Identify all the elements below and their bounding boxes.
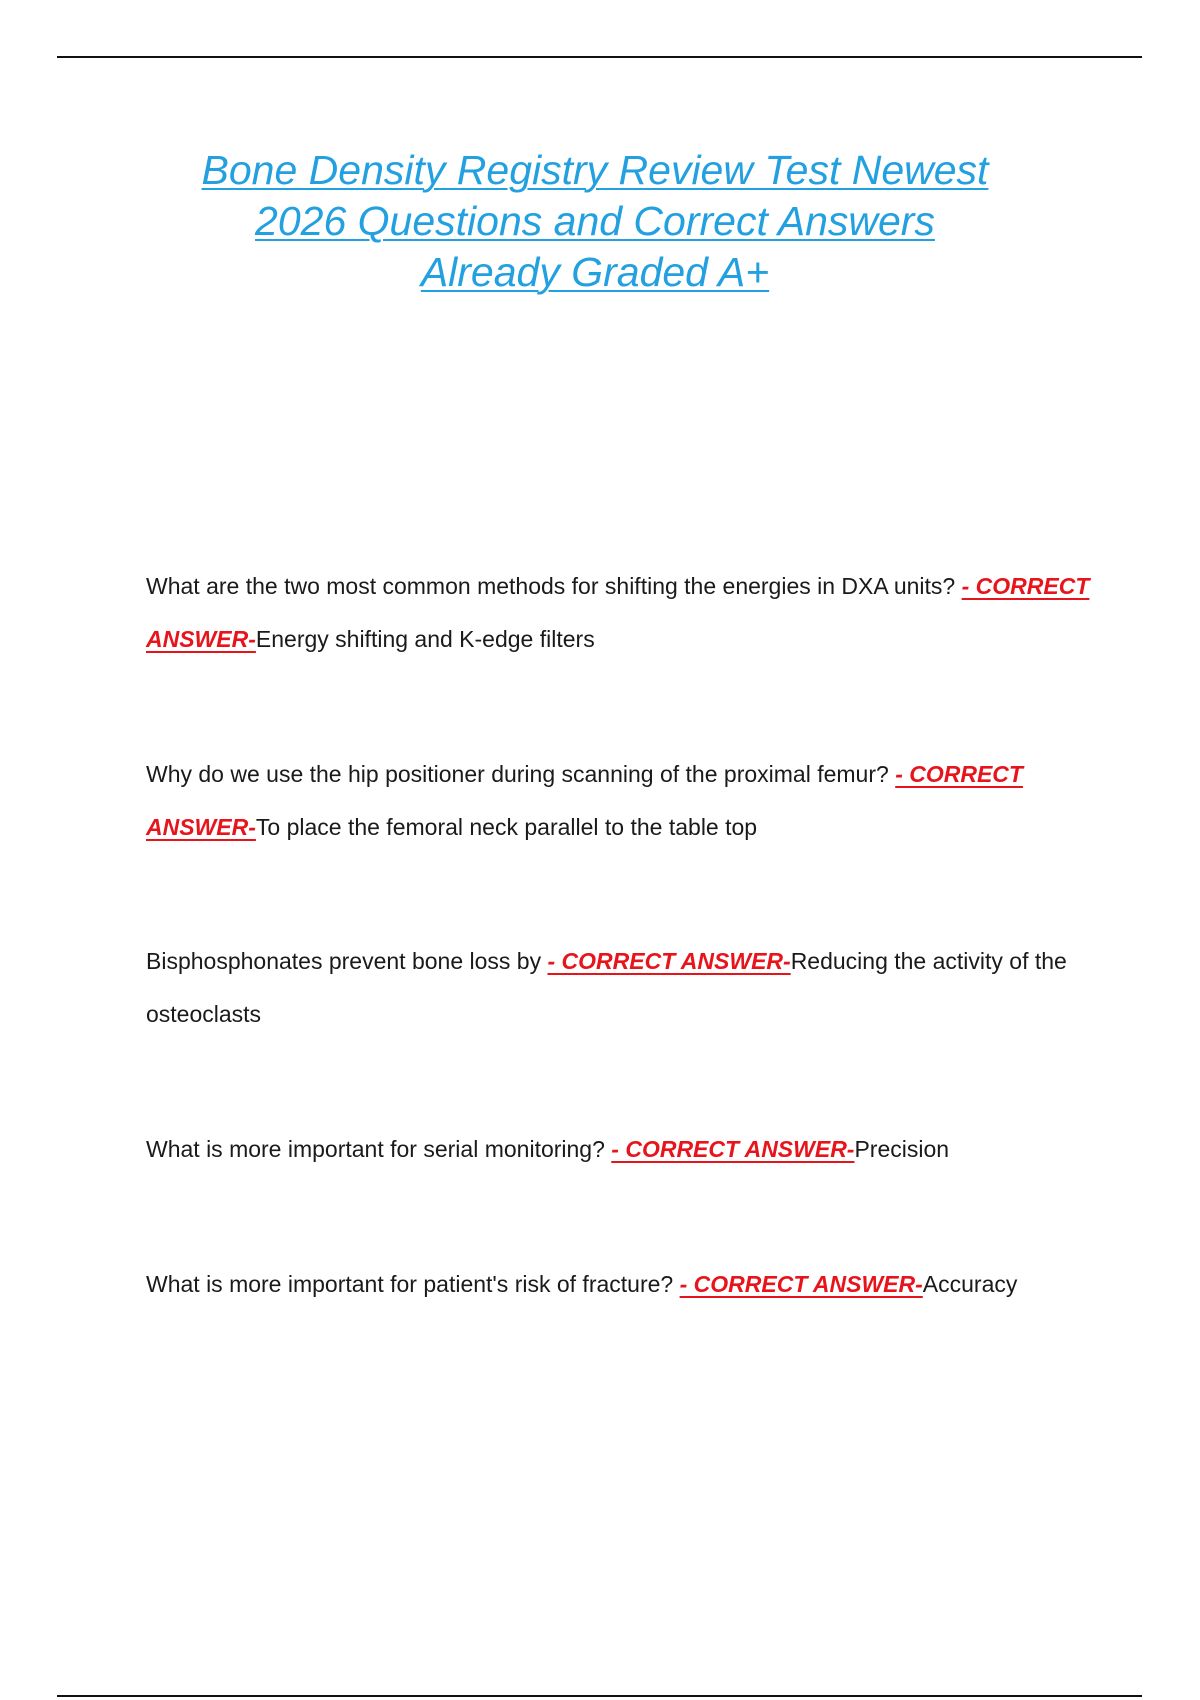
correct-answer-marker: - CORRECT ANSWER- [146,573,1090,652]
question-text: What is more important for patient's risk of fracture? [146,1271,674,1297]
answer-text: Precision [854,1136,950,1162]
title-line-1: Bone Density Registry Review Test Newest [201,147,989,193]
title-line-3: Already Graded A+ [420,249,770,295]
question-text: What are the two most common methods for shifting the energies in DXA units? [146,573,956,599]
answer-text: To place the femoral neck parallel to the table top [255,814,758,840]
title-link[interactable] [202,147,989,295]
qa-item-3 [146,935,1096,1041]
qa-item-5 [146,1258,1096,1311]
question-text: Bisphosphonates prevent bone loss by [146,948,542,974]
question-text: What is more important for serial monitoring? [146,1136,605,1162]
header-rule [57,56,1142,58]
answer-text: Accuracy [922,1271,1018,1297]
footer-rule [57,1695,1142,1697]
correct-answer-marker: - CORRECT ANSWER- [146,761,1023,840]
document-title [120,145,1070,298]
answer-text: Reducing the activity of the osteoclasts [146,948,1067,1027]
correct-answer-marker: - CORRECT ANSWER- [547,948,791,974]
qa-item-2 [146,748,1096,854]
qa-item-1 [146,560,1096,666]
qa-item-4 [146,1123,1096,1176]
correct-answer-marker: - CORRECT ANSWER- [679,1271,923,1297]
correct-answer-marker: - CORRECT ANSWER- [611,1136,855,1162]
question-text: Why do we use the hip positioner during scanning of the proximal femur? [146,761,889,787]
answer-text: Energy shifting and K-edge filters [255,626,595,652]
title-line-2: 2026 Questions and Correct Answers [255,198,935,244]
